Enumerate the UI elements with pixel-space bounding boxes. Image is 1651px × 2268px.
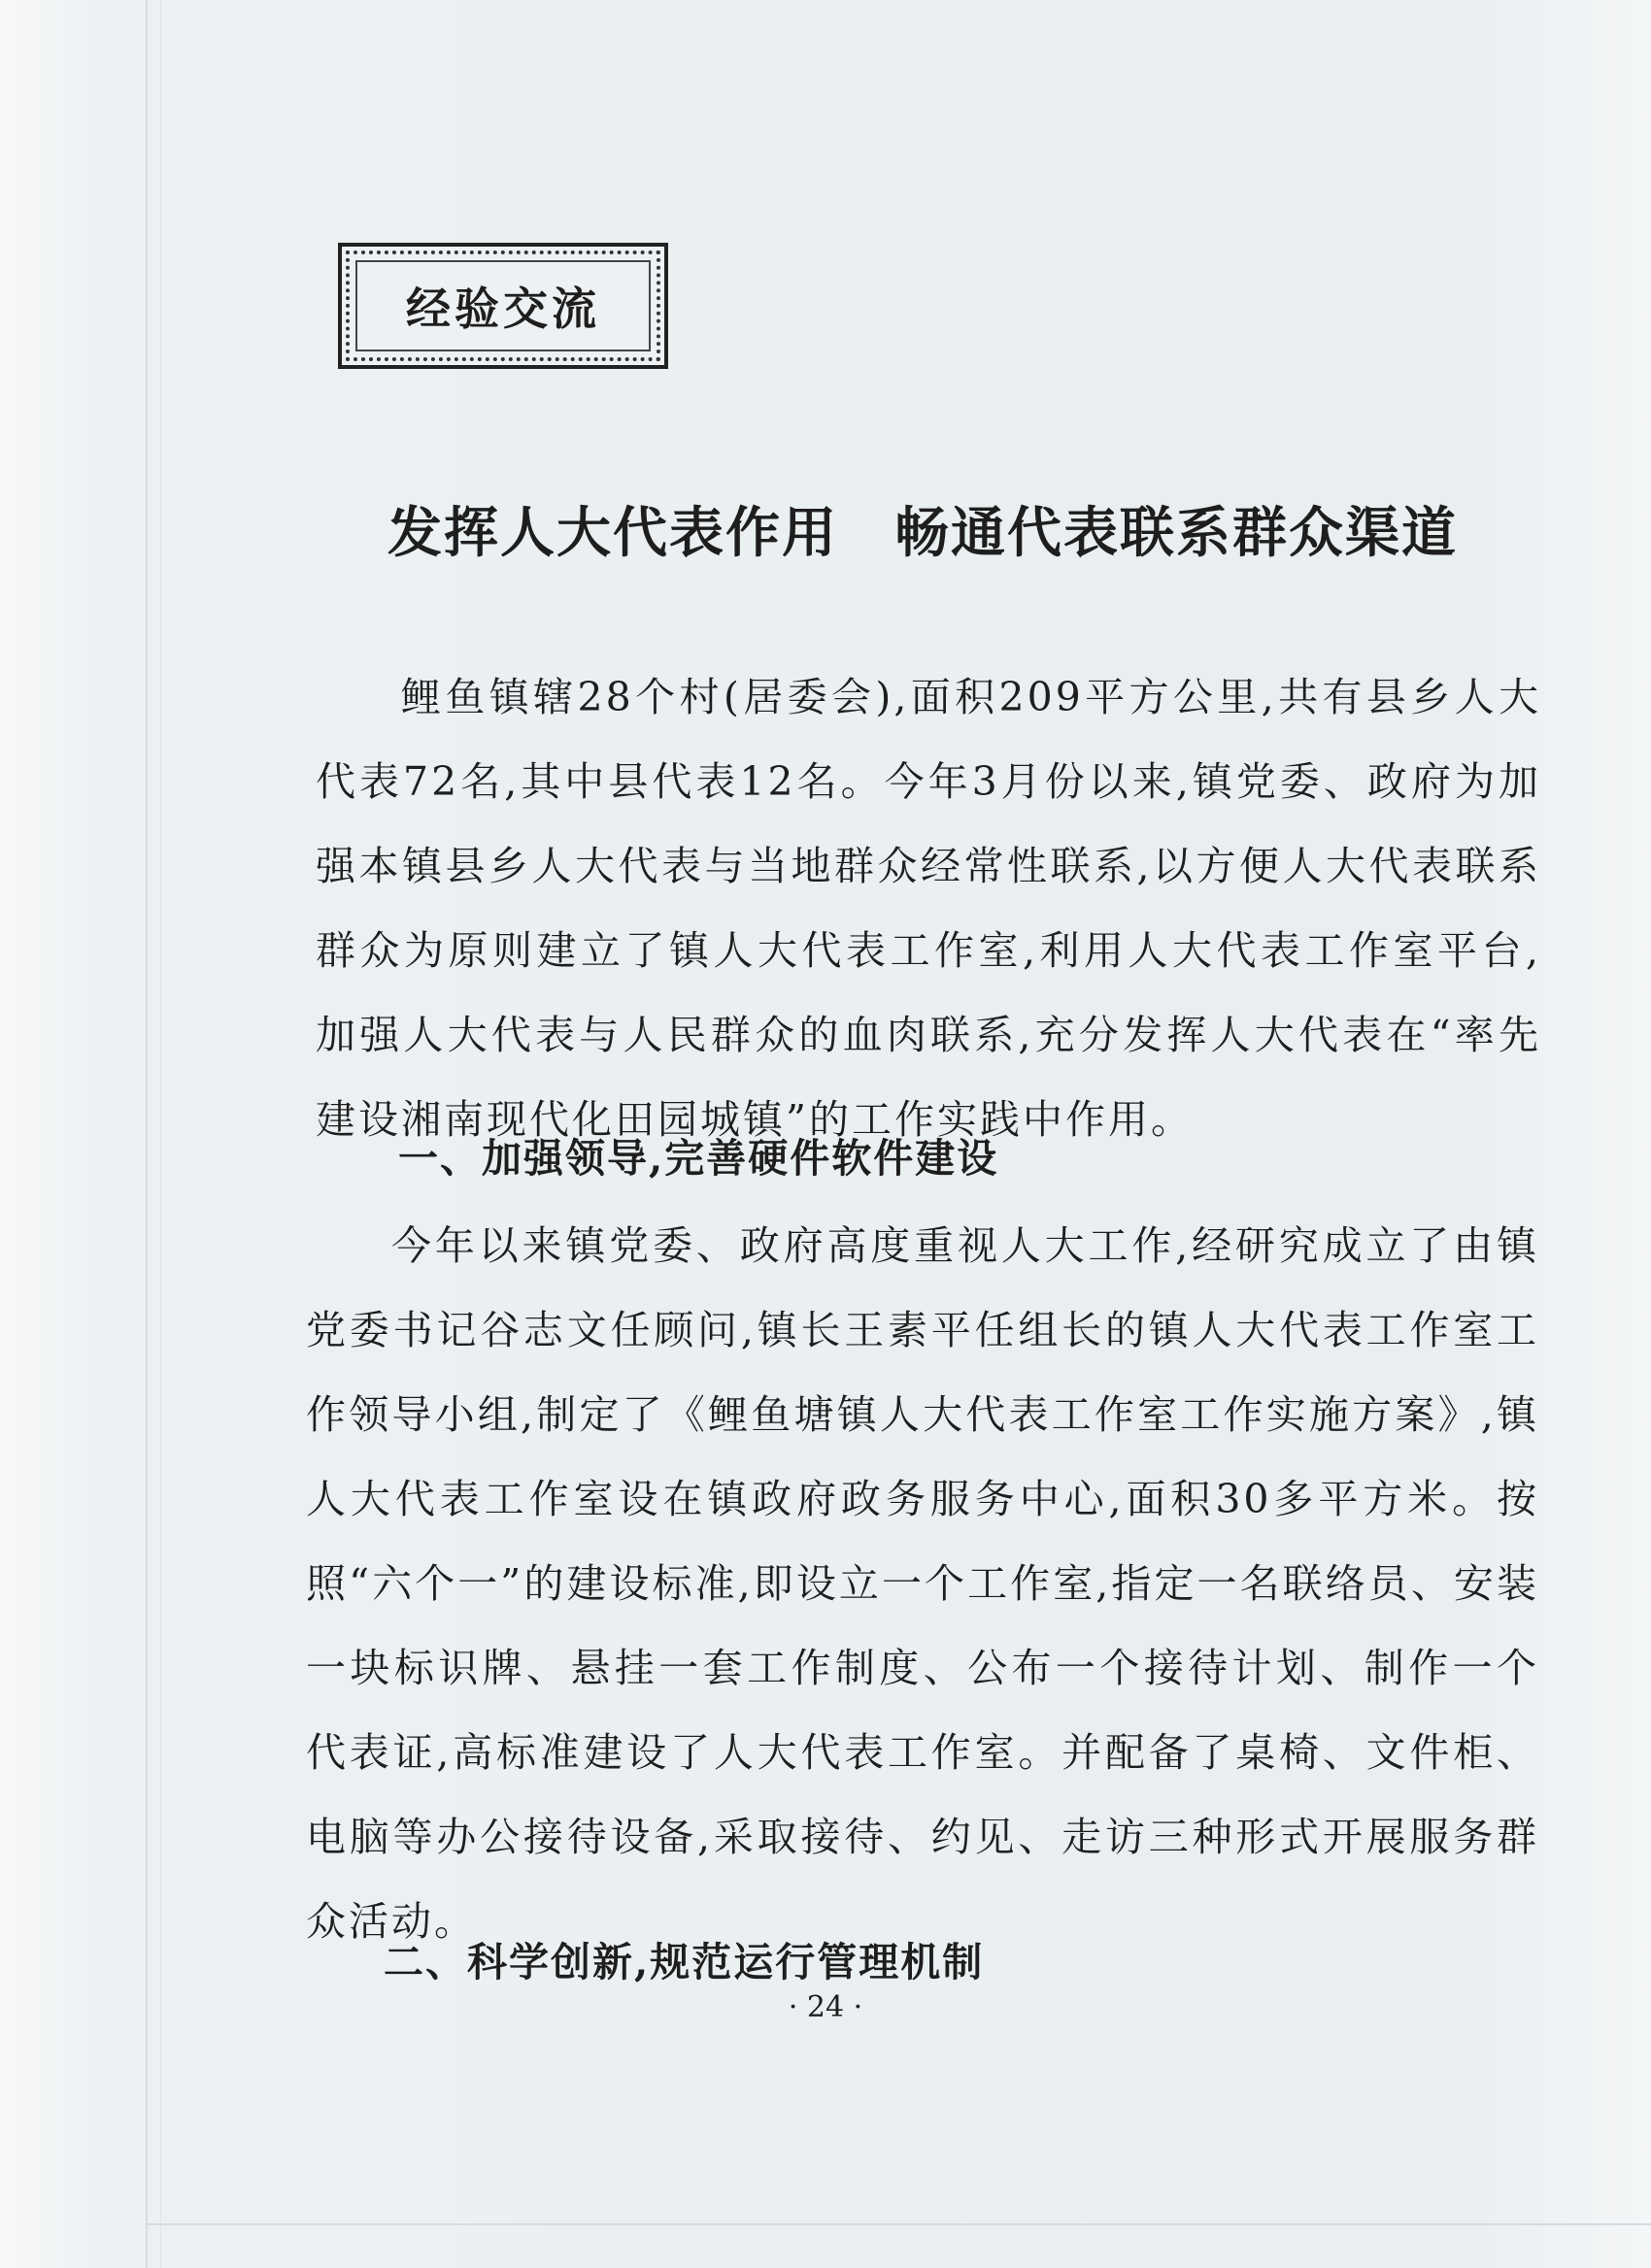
section-heading-2: 二、科学创新,规范运行管理机制 bbox=[384, 1939, 985, 1985]
column-label: 经验交流 bbox=[406, 283, 600, 335]
section-heading-1: 一、加强领导,完善硬件软件建设 bbox=[398, 1135, 999, 1182]
body-paragraph-1: 鲤鱼镇辖28个村(居委会),面积209平方公里,共有县乡人大代表72名,其中县代表12名。今年3月份以来,镇党委、政府为加强本镇县乡人大代表与当地群众经常性联系,以方便人大代表联系群众为原则建立了镇人大代表工作室,利用人大代表工作室平台,加强人大代表与人民群众的血肉联系,充分发挥人大代表在“率先建设湘南现代化田园城镇”的工作实践中作用。 bbox=[316, 674, 1541, 1143]
page-number: · 24 · bbox=[788, 1990, 863, 2024]
page-bottom-edge bbox=[146, 2223, 1651, 2225]
page-edge-line-inner bbox=[160, 0, 161, 2268]
article-title: 发挥人大代表作用 畅通代表联系群众渠道 bbox=[387, 501, 1458, 565]
column-badge bbox=[338, 243, 668, 369]
page-edge-line bbox=[146, 0, 148, 2268]
body-paragraph-2: 今年以来镇党委、政府高度重视人大工作,经研究成立了由镇党委书记谷志文任顾问,镇长王素平任组长的镇人大代表工作室工作领导小组,制定了《鲤鱼塘镇人大代表工作室工作实施方案》,镇人大代表工作室设在镇政府政务服务中心,面积30多平方米。按照“六个一”的建设标准,即设立一个工作室,指定一名联络员、安装一块标识牌、悬挂一套工作制度、公布一个接待计划、制作一个代表证,高标准建设了人大代表工作室。并配备了桌椅、文件柜、电脑等办公接待设备,采取接待、约见、走访三种形式开展服务群众活动。 bbox=[306, 1222, 1539, 1945]
